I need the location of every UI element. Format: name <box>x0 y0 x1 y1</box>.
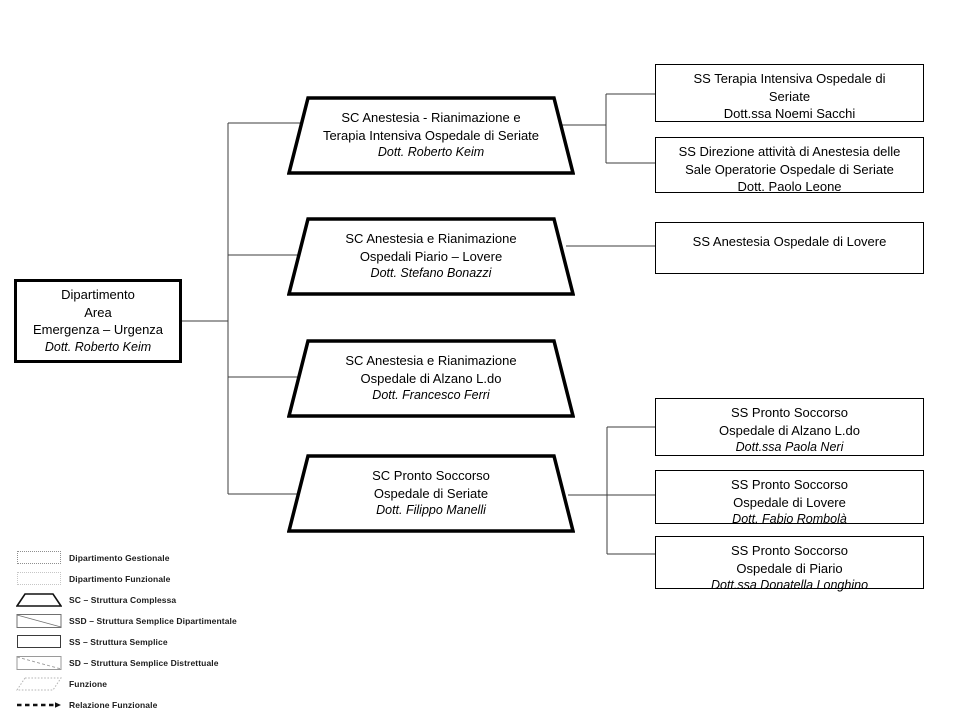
legend-row-dipartimento-gestionale <box>16 551 276 565</box>
ss-line: SS Terapia Intensiva Ospedale di <box>693 71 886 86</box>
ss-box-pronto-soccorso-alzano <box>655 398 924 456</box>
legend-label: Relazione Funzionale <box>69 700 158 710</box>
sc-line: Ospedali Piario – Lovere <box>359 248 503 264</box>
ss-head-name: Dott.ssa Noemi Sacchi <box>723 106 856 121</box>
department-line: Area <box>84 304 112 320</box>
sc-head-name: Dott. Roberto Keim <box>377 145 485 160</box>
sc-line: SC Anestesia - Rianimazione e <box>341 110 521 126</box>
sc-line: SC Anestesia e Rianimazione <box>345 231 517 247</box>
ss-line: Ospedale di Lovere <box>733 494 846 510</box>
sc-head-name: Dott. Francesco Ferri <box>372 388 490 403</box>
legend-row-funzione <box>16 677 276 691</box>
rect-diagonal-dashed-icon <box>16 656 62 670</box>
ss-head-name: Dott. Paolo Leone <box>737 179 842 194</box>
legend-label: SSD – Struttura Semplice Dipartimentale <box>69 616 237 626</box>
ss-box-direzione-anestesia <box>655 137 924 193</box>
legend-row-dipartimento-funzionale <box>16 572 276 586</box>
ss-line: Ospedale di Alzano L.do <box>719 422 860 438</box>
legend-label: SD – Struttura Semplice Distrettuale <box>69 658 219 668</box>
sc-box-anestesia-alzano <box>287 339 575 418</box>
rect-dotted-dark-icon <box>16 551 62 565</box>
sc-line: Ospedale di Seriate <box>373 485 489 501</box>
ss-line: SS Anestesia Ospedale di Lovere <box>692 234 887 249</box>
parallelogram-dotted-icon <box>16 677 62 691</box>
ss-box-anestesia-lovere <box>655 222 924 274</box>
ss-box-pronto-soccorso-piario <box>655 536 924 592</box>
legend-label: SS – Struttura Semplice <box>69 637 168 647</box>
legend-label: Dipartimento Funzionale <box>69 574 171 584</box>
ss-box-terapia-intensiva <box>655 64 924 122</box>
sc-line: SC Pronto Soccorso <box>372 468 490 484</box>
sc-head-name: Dott. Filippo Manelli <box>376 503 486 518</box>
sc-line: Ospedale di Alzano L.do <box>360 370 502 386</box>
sc-box-anestesia-piario-lovere <box>287 217 575 296</box>
department-head-name: Dott. Roberto Keim <box>44 339 152 354</box>
sc-line: SC Anestesia e Rianimazione <box>345 353 517 369</box>
rect-dotted-light-icon <box>16 572 62 586</box>
ss-line: Sale Operatorie Ospedale di Seriate <box>685 161 894 177</box>
sc-box-pronto-soccorso-seriate <box>287 454 575 533</box>
ss-line: Ospedale di Piario <box>736 560 843 576</box>
legend-row-sd <box>16 656 276 670</box>
legend-row-relazione-funzionale <box>16 698 276 712</box>
ss-line: Seriate <box>768 88 811 104</box>
sc-line: Terapia Intensiva Ospedale di Seriate <box>322 127 540 143</box>
legend-label: SC – Struttura Complessa <box>69 595 177 605</box>
ss-head-name: Dott.ssa Donatella Longhino <box>710 578 869 592</box>
rect-solid-icon <box>16 635 62 649</box>
sc-head-name: Dott. Stefano Bonazzi <box>370 266 492 281</box>
trapezoid-icon <box>16 593 62 607</box>
ss-line: SS Direzione attività di Anestesia delle <box>678 144 901 159</box>
ss-head-name: Dott.ssa Paola Neri <box>735 440 844 454</box>
legend <box>16 551 276 719</box>
department-line: Dipartimento <box>61 287 135 302</box>
ss-head-name: Dott. Fabio Rombolà <box>732 512 847 526</box>
ss-line: SS Pronto Soccorso <box>730 405 849 420</box>
legend-label: Dipartimento Gestionale <box>69 553 170 563</box>
legend-row-ssd <box>16 614 276 628</box>
ss-box-pronto-soccorso-lovere <box>655 470 924 524</box>
rect-diagonal-icon <box>16 614 62 628</box>
sc-box-anestesia-seriate <box>287 96 575 175</box>
ss-line: SS Pronto Soccorso <box>730 477 849 492</box>
legend-label: Funzione <box>69 679 108 689</box>
department-line: Emergenza – Urgenza <box>32 322 164 337</box>
legend-row-ss <box>16 635 276 649</box>
dashed-arrow-line-icon <box>16 698 62 712</box>
department-box <box>14 279 182 363</box>
ss-line: SS Pronto Soccorso <box>730 543 849 558</box>
legend-row-sc <box>16 593 276 607</box>
